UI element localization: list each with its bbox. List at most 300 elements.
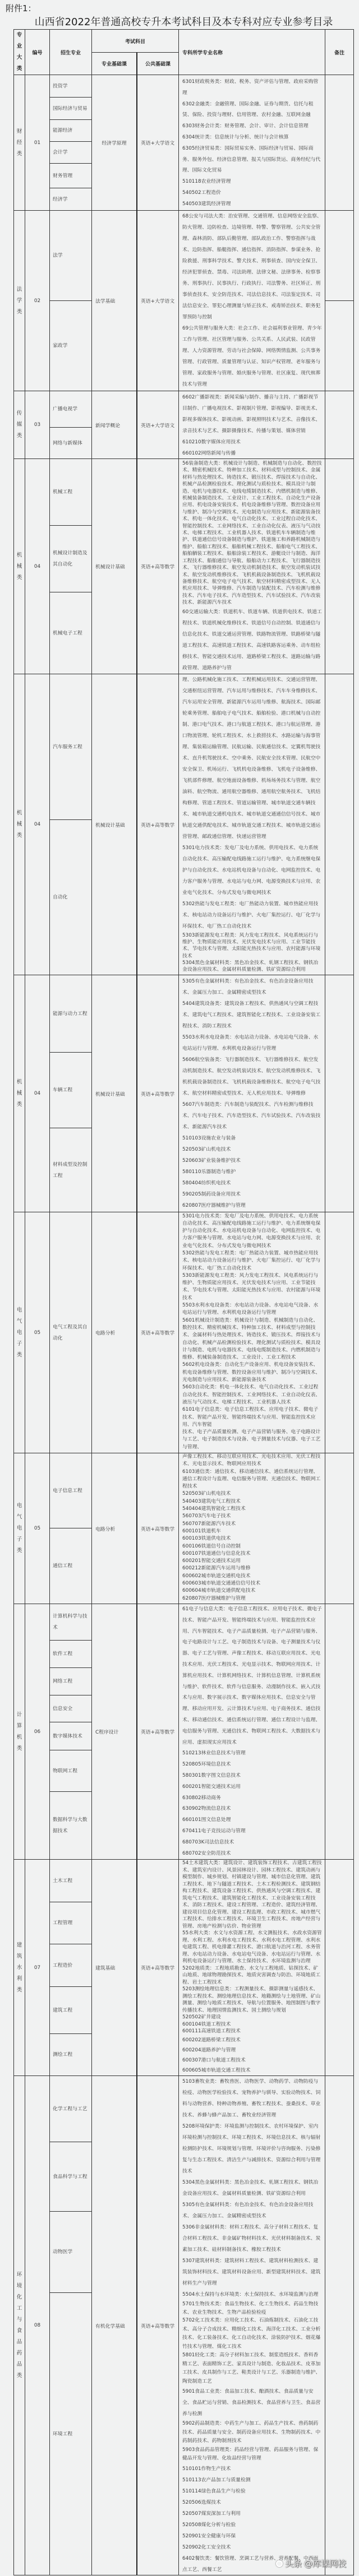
major-row xyxy=(50,1860,91,1902)
professional-course-label: 电路分析 xyxy=(95,1526,116,1532)
major-name: 汽车服务工程 xyxy=(53,744,82,750)
junior-major-entry: 620807医疗器械维护与管理 xyxy=(182,1203,246,1208)
major-row xyxy=(50,975,91,1052)
majors-cell xyxy=(49,1212,91,1453)
major-name: 食品科学与工程 xyxy=(53,2174,88,2180)
header-category-label: 专业大类 xyxy=(16,32,22,72)
category-cell xyxy=(13,1212,25,1453)
major-row xyxy=(50,1453,91,1528)
remarks-cell xyxy=(325,975,354,1212)
junior-major-entry: 510213林业信息技术与管理 xyxy=(182,1750,246,1757)
public-course-label: 英语+大学语文 xyxy=(141,141,175,146)
category-label: 机械类 xyxy=(16,552,22,581)
junior-major-entry: 600107铁道通信与信息化技术 xyxy=(182,1550,251,1556)
junior-major-entry: 630802移动商务 xyxy=(182,1795,221,1801)
junior-major-entry: 5305有色金属材料类：有色冶金技术、有色冶金设备应用技术、金属压力加工、金属精密成型技术 xyxy=(182,2202,314,2219)
junior-major-entry: 5302热能与发电工程类：电厂热能动力装置、城市热能应用技术、核电站动力设备运行与维护、火电厂集控运行、电厂化学与环保技术、电厂热工自动化技术 xyxy=(182,901,321,929)
professional-course-label: 新闻学概论 xyxy=(95,423,120,429)
junior-major-entry: 6302金融类：金融管理、国际金融、证券与期货、信托与租赁、保险、投资与理财、信用管理、农村金融、互联网金融 xyxy=(182,101,314,118)
junior-major-entry: 510114绿色食品生产与检验 xyxy=(182,2488,246,2494)
header-junior-majors-cell xyxy=(178,29,325,75)
junior-major-entry: 5303新能源发电工程类：风力发电工程技术、风电系统运行与维护、生物质能应用技术、光伏发电技术与应用、工业节能技术、节电技术与管理、太阳能光热技术与应用、农村能源与环境技术 xyxy=(182,1272,321,1301)
major-name: 工程管理 xyxy=(53,1920,73,1926)
major-name: 网络与新媒体 xyxy=(53,440,82,446)
category-cell xyxy=(13,975,25,1212)
junior-major-entry: 520503矿山机电技术 xyxy=(182,1147,231,1152)
major-name: 能源与动力工程 xyxy=(53,1011,88,1017)
junior-major-entry: 630902物流信息技术 xyxy=(182,1806,231,1812)
header-code-cell xyxy=(25,29,49,75)
category-cell xyxy=(13,458,25,674)
major-name: 会计学 xyxy=(53,150,68,155)
code-cell xyxy=(25,975,49,1212)
major-row xyxy=(50,459,91,525)
junior-major-entry: 5303新能源发电工程类：风力发电工程技术、风电系统运行与维护、生物质能应用技术、光伏发电技术与应用、工业节能技术、节电技术与管理、太阳能光热技术与应用、农村能源与环境技术 xyxy=(182,933,321,959)
junior-major-entry: 620807医疗器械维护与管理 xyxy=(182,1595,246,1601)
public-course-cell xyxy=(136,674,178,975)
code-cell xyxy=(25,391,49,458)
major-row xyxy=(50,1722,91,1750)
junior-major-entry: 580110乐器制造与维护 xyxy=(182,1169,236,1175)
junior-major-entry: 600212新能源汽车运用与维修 xyxy=(182,1565,251,1572)
code-label: 04 xyxy=(34,563,41,569)
professional-course-label: 电路分析 xyxy=(95,1331,116,1336)
major-name: 土木工程 xyxy=(53,1878,73,1884)
junior-major-entry: 5305有色金属材料类：有色冶金技术、有色冶金设备应用技术、金属压力加工、金属精密成型技术 xyxy=(182,979,314,995)
remarks-cell xyxy=(325,75,354,210)
majors-cell xyxy=(49,2075,91,2575)
section-block-04-continued xyxy=(13,975,354,1212)
major-name: 广播电视学 xyxy=(53,406,77,412)
category-label: 电气电子类 xyxy=(16,1306,22,1358)
header-remarks-label: 备注 xyxy=(334,50,344,56)
junior-major-entry: 5208环境保护类：环境监测与控制技术、农村环境保护、室内环境检测与控制技术、环境工程技术、环境信息技术、核与辐射检测防护技术、环境规划与管理、环境评价与咨询服务、污染修复与生态工程技术、清洁生产与减排技术、资源综合利用与管理技术 xyxy=(182,2124,321,2174)
header-major-cell xyxy=(49,29,91,75)
code-label: 05 xyxy=(34,1329,41,1336)
header-exam-subjects-label: 考试科目 xyxy=(125,39,145,45)
junior-major-entry: 560707新能源汽车技术 xyxy=(182,1521,236,1527)
junior-major-entry: 600605城市轨道交通工程技术 xyxy=(182,2068,251,2074)
category-cell xyxy=(13,1453,25,1604)
majors-cell xyxy=(49,975,91,1212)
majors-cell xyxy=(49,391,91,458)
junior-major-entry: 600307港口与航道工程技术 xyxy=(182,2058,246,2064)
junior-majors-cell xyxy=(178,674,325,975)
junior-major-entry: 6304统计类：信息统计与分析、统计与会计核算 xyxy=(182,134,289,140)
majors-cell xyxy=(49,210,91,391)
category-label: 计算机类 xyxy=(16,1711,22,1752)
junior-major-entry: 520507煤炭深加工与利用 xyxy=(182,2510,241,2517)
public-course-cell xyxy=(136,75,178,210)
major-row xyxy=(50,1128,91,1212)
major-name: 信息安全 xyxy=(53,1706,73,1712)
remarks-row xyxy=(325,211,353,300)
category-cell xyxy=(13,2075,25,2575)
junior-major-entry: 技术、电子产品质量检测、电子产品营销与服务、电子电路设计与工艺、电子制造技术与设备、电子测量技术与仪器、电子工艺与管理、 xyxy=(182,1429,321,1450)
code-label: 04 xyxy=(34,822,41,827)
junior-majors-cell xyxy=(178,975,325,1212)
category-cell xyxy=(13,210,25,391)
major-name: 电子信息工程 xyxy=(53,1488,82,1494)
category-cell xyxy=(13,75,25,210)
junior-major-entry: 600602城市轨道交通机电技术 xyxy=(182,1573,251,1579)
code-label: 05 xyxy=(34,1526,41,1531)
major-name: 数据科学与大数据技术 xyxy=(53,1817,88,1834)
section-block-08 xyxy=(13,2075,354,2575)
junior-major-entry: 54土木建筑大类：建筑设计、建筑装饰工程技术、古建筑工程技术、建筑室内设计、风景园林设计、园林工程技术、建筑动画与模型制作、城乡规划、村镇建设与管理、城市信息化管理、建筑工程技术、地下与隧道工程技术、土木工程检测技术、建筑钢结构工程技术、建筑设备工程技术、供热通风与空调工程技术、建筑电气工程技术、建筑智能化工程技术、工业设备安装工程技术、消防工程技术、建设工程管理、工程造价、建筑经济管理、建设项目信息化管理、建设工程监理、市政工程技术、城市燃气工程技术、给排水工程技术、环境卫生工程技术、房地产经营与管理、房地产检测与估价、物业管理 xyxy=(182,1860,322,1929)
junior-majors-cell xyxy=(178,1453,325,1604)
watermark-account: @库课网校 xyxy=(304,2559,347,2569)
junior-major-entry: 520901安全健康与环保 xyxy=(182,2533,236,2539)
public-course-cell xyxy=(136,210,178,391)
code-cell xyxy=(25,75,49,210)
remarks-cell xyxy=(325,1453,354,1604)
remarks-cell xyxy=(325,458,354,674)
code-cell xyxy=(25,1604,49,1859)
junior-major-entry: 510113农产品加工与质量检测 xyxy=(182,2477,251,2483)
header-category-cell xyxy=(13,29,25,75)
section-block-01 xyxy=(13,75,354,210)
public-course-cell xyxy=(136,458,178,674)
category-label: 机械类 xyxy=(16,810,22,838)
major-row xyxy=(50,819,91,975)
public-course-cell xyxy=(136,391,178,458)
code-cell xyxy=(25,674,49,975)
junior-major-entry: 510101作物生产技术 xyxy=(182,2466,231,2472)
professional-course-label: 经济学原理 xyxy=(102,141,127,146)
professional-course-label: 有机化学基础 xyxy=(95,2323,125,2329)
junior-major-entry: 5203测绘地理信息类：工程测量技术、摄影测量与遥感技术、测绘工程技术、测绘地理信息技术、地籍测绘与土地管理、矿山测量、测绘与地质工程技术、导航与位置服务、地图制图与数字传播技术、地理国情监测技术、国土测绘与规划 xyxy=(182,1986,321,2013)
major-row xyxy=(50,1944,91,1986)
remarks-cell xyxy=(325,1604,354,1859)
code-label: 07 xyxy=(34,1965,41,1971)
section-block-04-continued xyxy=(13,674,354,975)
public-course-cell xyxy=(136,2075,178,2575)
majors-cell xyxy=(49,458,91,674)
major-row xyxy=(50,2292,91,2575)
junior-major-entry: 6305经济贸易类：国际贸易实务、国际经济与贸易、国际商务、服务外包、经济信息管理、报关与国际货运、商务经纪与代理、国际文化贸易 xyxy=(182,145,321,174)
junior-major-entry: 600111高速铁道工程技术 xyxy=(182,2028,241,2034)
professional-course-label: 机械设计基础 xyxy=(95,822,125,828)
junior-major-entry: 5404建筑设备类：建筑设备工程技术、供热通风与空调工程技术、建筑电气工程技术、建筑智能化工程技术、工业设备安装工程技术、消防工程技术 xyxy=(182,1001,321,1029)
junior-major-entry: 60交通运输大类：铁道机车、铁道车辆、铁道供电技术、铁道工程技术、铁道机械化维修技术、铁道信号自动控制、铁道通信与信息化技术、铁道交通运营管理、铁路物流管理、铁路桥梁与隧道工程技术、高速铁道工程技术、高速铁路客运乘务、动车组检修技术、智能交通技术运用、道路桥梁工程技术、道路运输与路政管理、道路养护与管 xyxy=(182,609,322,671)
junior-major-entry: 6103通信类：通信技术、移动通信技术、通信系统运行管理、通信工程设计与监理、电信服务与管理、光通信技术、物联网工程技术 xyxy=(182,1468,321,1490)
professional-course-cell xyxy=(91,75,136,210)
code-cell xyxy=(25,458,49,674)
major-row xyxy=(50,2211,91,2292)
code-cell xyxy=(25,1453,49,1604)
junior-major-entry: 5103畜牧业类：畜牧兽医、动物医学、动物药学、动物防疫与检疫、动物医学检验技术、宠物养护与驯导、实验动物技术、饲料与动物营养、特种动物养殖、畜牧工程技术、蚕桑技术、草业技术、养蜂与蜂产品加工、畜牧业经济管理 xyxy=(182,2079,321,2118)
public-course-label: 英语+高等数学 xyxy=(141,564,175,570)
section-block-02 xyxy=(13,210,354,391)
major-row xyxy=(50,119,91,141)
professional-course-label: 法学基础 xyxy=(95,299,116,304)
code-label: 04 xyxy=(34,1091,41,1096)
professional-course-cell xyxy=(91,1212,136,1453)
section-block-04 xyxy=(13,458,354,674)
major-name: 经济学 xyxy=(53,196,68,202)
junior-major-entry: 520902化工安全技术 xyxy=(182,2544,231,2550)
major-name: 环境工程 xyxy=(53,2431,73,2437)
junior-major-entry: 6303财务会计类：财务管理、会计、审计、会计信息管理 xyxy=(182,123,309,129)
major-row xyxy=(50,2033,91,2075)
section-block-07 xyxy=(13,1859,354,2075)
category-label: 建筑水利类 xyxy=(16,1942,22,1993)
category-label: 法学类 xyxy=(16,286,22,315)
major-row xyxy=(50,1640,91,1667)
major-row xyxy=(50,300,91,391)
junior-major-entry: 5301电力技术类：发电厂及电力系统、供用电技术、电力系统自动化技术、高压输配电线路施工运行与维护、电力系统继电保护与自动化技术、水电站机电设备与自动化、电网监控技术、电力客户服务与管理、水电站与电力网、电源变换技术与应用、农业电气化技术、分布式发电与微电网技术 xyxy=(182,1213,321,1249)
junior-majors-cell xyxy=(178,210,325,391)
code-label: 03 xyxy=(34,422,41,428)
category-label: 机械类 xyxy=(16,1079,22,1108)
junior-majors-cell xyxy=(178,1212,325,1453)
junior-major-entry: 5801轻化工类：高分子材料加工技术、制浆造纸技术、香料香精工艺、表面精饰工艺、家具设计与制造、化妆品技术、皮革加工技术、皮具制作与工艺、鞋类设计与工艺、乐器制造与维护、陶瓷制造工艺 xyxy=(182,2352,321,2384)
junior-major-entry: 600104铁道工程技术 xyxy=(182,2021,231,2027)
junior-major-entry: 6602广播影视类：新闻采编与制作、播音与主持、广播影视节目制作、广播电视技术、影视制片管理、影视编导、影视美术、影视多媒体技术、影视动画、影视照明技术与艺术、音像技术、录音技术与艺术、摄影摄像技术、传播与策划、媒体营销 xyxy=(182,395,321,434)
junior-major-entry: 5304黑色金属材料类：黑色冶金技术、轧钢工程技术、钢铁冶金设备应用技术、金属材料质量检测、铁矿资源综合利用 xyxy=(182,960,319,973)
header-code-label: 编号 xyxy=(32,50,43,56)
majors-cell xyxy=(49,1604,91,1859)
junior-major-entry: 5901食品工业类：食品加工技术、酿酒技术、食品质量与安全、食品贮运与营销、食品检测技术、食品营养与卫生、食品营养与检测 xyxy=(182,2389,321,2417)
public-course-cell xyxy=(136,1212,178,1453)
major-row xyxy=(50,1667,91,1695)
header-exam-subjects-cell xyxy=(91,29,178,52)
public-course-label: 英语+大学语文 xyxy=(141,299,175,304)
public-course-cell xyxy=(136,1604,178,1859)
junior-major-entry: 5503水利水电设备类：水电站动力设备、水电站电气设备、水电站运行与管理、水利机电设备运行与管理 xyxy=(182,1035,319,1051)
major-name: 国际经济与贸易 xyxy=(53,105,88,112)
junior-major-entry: 5702化工技术类：应用化工技术、石油炼制技术、石油化工技术、高分子合成技术、精细化工技术、海洋化工技术、工业分析技术、化工装备技术、化工自动化技术、涂装防护技术、烟花爆竹技术与管理、煤化工技术 xyxy=(182,2318,321,2350)
major-name: 通信工程 xyxy=(53,1563,73,1569)
junior-major-entry: 600101铁道机车 xyxy=(182,1528,221,1534)
major-row xyxy=(50,2076,91,2142)
public-course-label: 英语+高等数学 xyxy=(141,1526,175,1532)
major-row xyxy=(50,1791,91,1859)
junior-major-entry: 5607汽车制造类：汽车制造与装配技术、汽车检测与维修技术、汽车电子技术、汽车造型技术、汽车试验技术、汽车改装技术、新能源汽车技术 xyxy=(182,1102,321,1130)
category-label: 环境化工与食品药品类 xyxy=(16,2272,22,2379)
junior-major-entry: 6402餐饮类：餐饮管理、烹调工艺与营养、营养配餐、中西面点工艺、西餐工艺 xyxy=(182,2555,319,2573)
professional-course-cell xyxy=(91,1453,136,1604)
public-course-label: 英语+高等数学 xyxy=(141,1091,175,1097)
junior-major-entry: 520506选煤技术 xyxy=(182,2499,221,2505)
junior-major-entry: 5603自动化类：机电一体化技术、电气自动化技术、工业过程自动化技术、智能控制技术、工业网络技术、工业自动化仪表、液压与气动技术、电梯工程技术、工业机器人技术 xyxy=(182,1384,321,1405)
major-row xyxy=(50,1750,91,1791)
code-label: 08 xyxy=(34,2323,41,2328)
major-name: 数字媒体技术 xyxy=(53,1733,82,1739)
header-public-course-label: 公共基础课 xyxy=(145,62,171,67)
junior-major-entry: 540502工程造价 xyxy=(182,189,221,196)
junior-major-entry: 600202道路桥梁工程技术 xyxy=(182,2037,241,2043)
major-row xyxy=(50,1528,91,1604)
major-name: 机械设计制造及其自动化 xyxy=(53,550,88,567)
code-label: 06 xyxy=(34,1729,41,1735)
major-name: 网络工程 xyxy=(53,1679,73,1684)
major-row xyxy=(50,141,91,163)
remarks-cell xyxy=(325,1859,354,2075)
junior-major-entry: 5306非金属材料类：材料工程技术、高分子材料工程技术、复合材料工程技术、非金属矿物材料技术、光伏材料制备技术、炭素加工技术、硅材料制备技术、橡胶工程技术 xyxy=(182,2225,321,2253)
junior-major-entry: 5701生物技术类：食品生物技术、化工生物技术、药品生物技术、农业生物技术、生物产品检验检疫 xyxy=(182,2301,319,2315)
remarks-cell xyxy=(325,1212,354,1453)
remarks-cell xyxy=(325,2075,354,2575)
code-cell xyxy=(25,1859,49,2075)
junior-major-entry: 510103设施农业与装备 xyxy=(182,1136,236,1141)
junior-major-entry: 55水利大类：水文与水资源工程、水文测报技术、水政水资源管理、水利工程、水利水电工程技术、水利水电工程管理、水利水电建筑工程、机电排灌工程技术、港口航道与治河工程、水务管理、水电站动力设备、水电站电气设备、水电站运行与管理、水利机电设备运行与管理、水土保持技术、水环境监测与治理 xyxy=(182,1930,322,1964)
section-block-06 xyxy=(13,1604,354,1859)
remarks-cell xyxy=(325,210,354,391)
junior-major-entry: 5307建筑材料类：建筑材料工程技术、建筑材料检测技术、建筑装饰材料技术、建筑材料设备应用、新型建筑材料技术、建筑材料生产与管理 xyxy=(182,2258,321,2286)
junior-major-entry: 5903食品药品管理类：药品经营与管理、药品服务与管理、保健品开发与管理、化妆品经营与管理 xyxy=(182,2447,319,2461)
professional-course-label: C程序设计 xyxy=(95,1730,119,1735)
category-label: 传媒类 xyxy=(16,410,22,439)
professional-course-cell xyxy=(91,975,136,1212)
junior-majors-cell xyxy=(178,1859,325,2075)
public-course-label: 英语+高等数学 xyxy=(141,1730,175,1735)
junior-major-entry: 600106铁道信号自动控制 xyxy=(182,1543,241,1549)
code-cell xyxy=(25,1212,49,1453)
junior-major-entry: 680703K司法信息技术 xyxy=(182,1839,234,1845)
category-label: 财经类 xyxy=(16,128,22,157)
code-cell xyxy=(25,210,49,391)
professional-course-label: 机械设计基础 xyxy=(95,564,125,570)
junior-major-entry: 680702安全防范技术 xyxy=(182,1850,231,1856)
public-course-label: 英语+大学语文 xyxy=(141,423,175,429)
code-cell xyxy=(25,2075,49,2575)
header-professional-course-label: 专业基础课 xyxy=(101,62,127,67)
majors-cell xyxy=(49,1453,91,1604)
professional-course-cell xyxy=(91,2075,136,2575)
major-row xyxy=(50,1212,91,1453)
major-name: 机械工程 xyxy=(53,489,73,495)
category-label: 电气电子类 xyxy=(16,1503,22,1554)
junior-majors-cell xyxy=(178,391,325,458)
category-cell xyxy=(13,1604,25,1859)
public-course-label: 英语+高等数学 xyxy=(141,1331,175,1336)
junior-major-entry: 69公共管理与服务大类：社会工作、社会福利事业管理、青少年工作与管理、社区管理与服务、公共关系、人民武装、民政管理、人力资源管理、劳动与社会保障、网络舆情监测、公共事务管理、行政管理、质量管理与认证、知识产权管理、老年服务与管理、家政服务与管理、婚庆服务与管理、社区康复、现代殡葬技术与管理 xyxy=(182,326,322,387)
major-name: 机械电子工程 xyxy=(53,630,82,636)
junior-major-entry: 610210数字媒体应用技术 xyxy=(182,439,241,445)
junior-majors-cell xyxy=(178,458,325,674)
public-course-cell xyxy=(136,1859,178,2075)
major-row xyxy=(50,592,91,674)
code-label: 02 xyxy=(34,298,41,304)
junior-major-entry: 声像工程技术、移动互联应用技术、光电技术应用、光伏工程技术、光电显示技术、物联网应用技术 xyxy=(182,1454,321,1467)
attachment-label: 附件1： xyxy=(6,3,36,13)
junior-major-entry: 670411电子竞技运动与管理 xyxy=(182,1828,246,1834)
major-name: 化学工程与工艺 xyxy=(53,2106,88,2112)
public-course-cell xyxy=(136,1453,178,1604)
junior-majors-cell xyxy=(178,2075,325,2575)
major-name: 能源经济 xyxy=(53,128,73,133)
junior-major-entry: 5602机电设备类：自动化生产设备应用、机电设备安装技术、机电设备维修与管理、数控设备应用与维护、制冷与空调技术、光电制造与应用技术、新能源装备技术 xyxy=(182,1362,321,1383)
watermark xyxy=(276,2558,346,2569)
header-professional-course-cell xyxy=(91,52,136,75)
major-name: 电气工程及其自动化 xyxy=(53,1324,88,1341)
junior-major-entry: 520503矿山机电技术 xyxy=(182,1491,231,1497)
major-row xyxy=(50,1052,91,1128)
junior-major-entry: 540404建筑智能化工程技术 xyxy=(182,1506,246,1512)
junior-major-entry: 61电子与信息大类：电子信息工程技术、应用电子技术、微电子技术、智能产品开发、智能终端技术与应用、智能监控技术应用、汽车智能技术、电子产品质量检测、电子产品营销与服务、电子电路设计与工艺、电子制造技术与设备、电子测量技术与仪器、电子工艺与管理、声像工程技术、移动互联应用技术、光电技术应用、光伏工程技术、光电显示技术、物联网应用技术、计算机应用技术、计算机网络技术、计算机信息管理、计算机系统与维护、软件技术、软件与信息服务、动漫制作技术、嵌入式技术与应用、数字展示技术、数字媒体应用技术、信息安全与管理、移动应用开发、云计算技术与应用、电子商务技术、通信技术、移动通信技术、通信系统运行管理、通信工程设计与监理、电信服务与管理、光通信技术、物联网工程技术、大数据技术与应用、虚拟现实应用技术 xyxy=(182,1606,322,1745)
major-name: 车辆工程 xyxy=(53,1087,73,1093)
junior-major-entry: 5902药品制造类：中药生产与加工、药品生产技术、兽药制药技术、药品质量与安全、制药设备应用技术、生物制药技术、中药制药技术、药物制剂技术 xyxy=(182,2421,321,2444)
public-course-cell xyxy=(136,975,178,1212)
junior-major-entry: 600103铁道供电技术 xyxy=(182,1536,231,1542)
remarks-cell xyxy=(325,674,354,975)
professional-course-cell xyxy=(91,391,136,458)
public-course-label: 英语+高等数学 xyxy=(141,2323,175,2329)
remarks-cell xyxy=(325,391,354,458)
professional-course-label: 建筑基础 xyxy=(95,1966,116,1971)
junior-major-entry: 6301财政税务类：财政、税务、资产评估与管理、政府采购管理 xyxy=(182,79,319,96)
header-public-course-cell xyxy=(136,52,178,75)
junior-major-entry: 580404纺织机电技术 xyxy=(182,1180,231,1186)
junior-major-entry: 600204道路养护与管理 xyxy=(182,2047,236,2053)
header-major-label: 招生专业 xyxy=(60,50,81,56)
major-row xyxy=(50,75,91,97)
major-row xyxy=(50,1695,91,1722)
category-cell xyxy=(13,1859,25,2075)
junior-major-entry: 600603城市轨道交通通信信号技术 xyxy=(182,1581,261,1587)
junior-major-entry: 6101电子信息类：电子信息工程技术、应用电子技术、微电子技术、智能产品开发、智能终端技术与应用、智能监控技术应用、汽车智能 xyxy=(182,1407,319,1428)
professional-course-cell xyxy=(91,210,136,391)
major-row xyxy=(50,188,91,210)
watermark-platform: 头条 xyxy=(285,2559,302,2569)
junior-major-entry: 5301电力技术类：发电厂及电力系统、供用电技术、电力系统自动化技术、高压输配电线路施工运行与维护、电力系统继电保护与自动化技术、水电站机电设备与自动化、电网监控技术、电力客户服务与管理、水电站与电力网、电源变换技术与应用、农业电气化技术、分布式发电与微电网技术 xyxy=(182,845,321,896)
major-row xyxy=(50,674,91,819)
public-course-label: 英语+高等数学 xyxy=(141,822,175,828)
junior-major-entry: 520508煤化分析与检验 xyxy=(182,2522,236,2528)
junior-major-entry: 5606航空装备类：飞行器制造技术、飞行器维修技术、航空发动机制造技术、航空发动机装试技术、航空发动机维修技术、飞机机载设备制造技术、飞机机载设备维修技术、航空电子电气技术、航空材料精密成型技术、无人机应用技术、导弹维修 xyxy=(182,1057,321,1096)
page-title: 山西省2022年普通高校专升本考试科目及本专科对应专业参考目录 xyxy=(34,16,333,28)
public-course-label: 英语+高等数学 xyxy=(141,1966,175,1971)
junior-major-entry: 540403建筑电气工程技术 xyxy=(182,1498,241,1504)
toutiao-logo-icon xyxy=(276,2560,283,2567)
major-name: 物联网工程 xyxy=(53,1768,77,1774)
header-remarks-cell xyxy=(325,29,354,75)
major-row xyxy=(50,391,91,427)
professional-course-cell xyxy=(91,1859,136,2075)
section-block-05-continued xyxy=(13,1453,354,1604)
major-name: 软件工程 xyxy=(53,1651,73,1657)
major-row xyxy=(50,211,91,300)
major-name: 建筑工程 xyxy=(53,2007,73,2013)
code-label: 01 xyxy=(34,140,41,146)
professional-course-label: 机械设计基础 xyxy=(95,1091,125,1097)
junior-major-entry: 510118农业经济管理 xyxy=(182,179,231,185)
major-row xyxy=(50,163,91,188)
major-row xyxy=(50,1986,91,2033)
section-block-05 xyxy=(13,1212,354,1453)
junior-majors-cell xyxy=(178,1604,325,1859)
junior-major-entry: 68公安与司法大类：治安管理、交通管理、信息网络安全监察、防火管理、边防检查、边境管理、特警、警察管理、公共安全管理、森林消防、部队后勤管理、部队政治工作、警察指挥与战术、边防指挥、船艇指挥、通信指挥、消防指挥、参谋业务、抢险救援、刑事科学技术、警犬技术、刑事侦查、国内安全保卫、经济犯罪侦查、禁毒、司法助理、法律文秘、法律事务、检察事务、刑事执行、民事执行、行政执行、司法警务、社区矫正、刑事侦查技术、安全防范技术、司法信息技术、司法鉴定技术、司法信息安全、罪犯心理测量与矫正技术、戒毒矫治技术、职务犯罪预防与控制 xyxy=(182,214,322,320)
major-row xyxy=(50,2142,91,2211)
major-row xyxy=(50,97,91,119)
junior-major-entry: 600201智能交通技术运用 xyxy=(182,1558,241,1564)
remarks-row xyxy=(325,300,353,391)
junior-major-entry: 5304黑色金属材料类：黑色冶金技术、轧钢工程技术、钢铁冶金设备应用技术、金属材料质量检测、铁矿资源综合利用 xyxy=(182,2180,319,2197)
table-header xyxy=(13,29,354,75)
junior-major-entry: 5202地质类：工程地质勘查、水文与工程地质、钻探技术、矿山地质、地球物理勘探技术、地质灾害调查与防治、环境地质工程、岩土工程技术 xyxy=(182,1965,321,1985)
major-row xyxy=(50,1604,91,1640)
category-cell xyxy=(13,674,25,975)
major-row xyxy=(50,427,91,458)
major-name: 自动化 xyxy=(53,895,68,900)
junior-major-entry: 560703汽车电子技术 xyxy=(182,1513,231,1519)
professional-course-cell xyxy=(91,1604,136,1859)
major-name: 测绘工程 xyxy=(53,2052,73,2058)
major-name: 计算机科学与技术 xyxy=(53,1614,88,1630)
major-name: 投资学 xyxy=(53,83,68,89)
